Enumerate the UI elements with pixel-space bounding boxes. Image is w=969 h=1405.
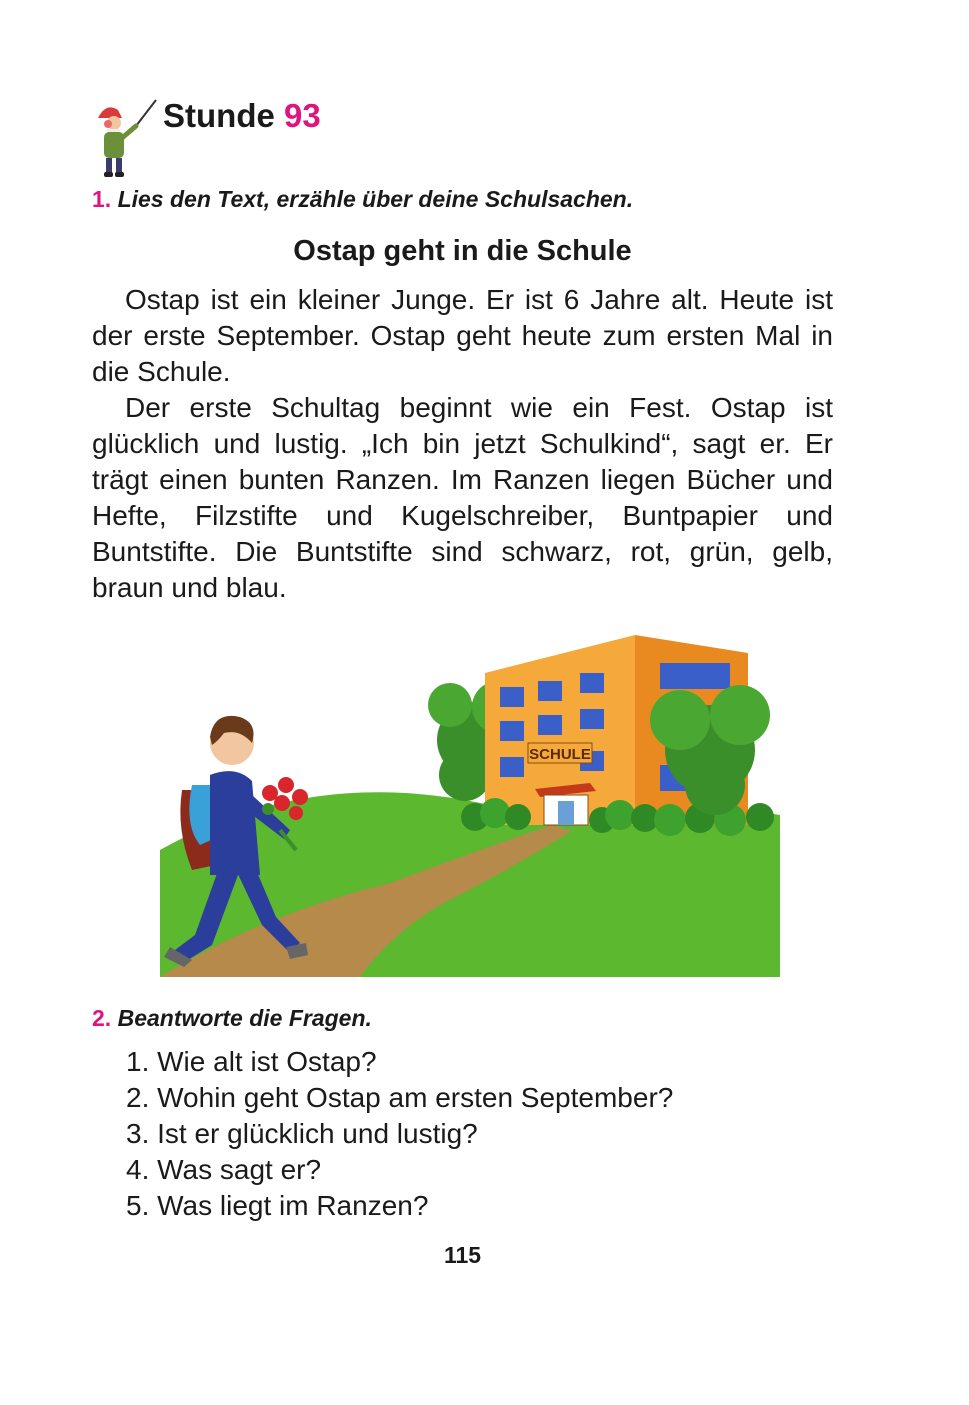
question-item: 3. Ist er glücklich und lustig? [126,1118,478,1149]
lesson-title [163,96,321,136]
lesson-number: 93 [284,97,321,134]
task-2 [92,1003,372,1033]
task-1-number: 1. [92,186,112,212]
page-number: 115 [443,1242,482,1268]
question-item: 2. Wohin geht Ostap am ersten September? [126,1082,674,1113]
question-item: 1. Wie alt ist Ostap? [126,1046,377,1077]
question-list [126,1044,673,1224]
task-2-number: 2. [92,1005,112,1031]
task-2-instruction: Beantworte die Fragen. [117,1005,372,1031]
question-item: 4. Was sagt er? [126,1154,322,1185]
lesson-label: Stunde [163,97,275,134]
school-illustration [140,625,780,985]
teacher-gnome-icon [92,96,158,178]
story-paragraph: Der erste Schultag beginnt wie ein Fest. Ostap ist glücklich und lustig. „Ich bin jetzt Schulkind“, sagt er. Er trägt einen bunten Ranzen. Im Ranzen liegen Bücher und Hefte, Filzstifte und Kugelschreiber, Buntpapier und Buntstifte. Die Buntstifte sind schwarz, rot, grün, gelb, braun und blau. [92,392,833,603]
story-title: Ostap geht in die Schule [293,235,632,267]
question-item: 5. Was liegt im Ranzen? [126,1190,429,1221]
school-sign: SCHULE [529,746,591,763]
story-text [92,282,833,606]
task-1 [92,184,633,214]
task-1-instruction: Lies den Text, erzähle über deine Schulsachen. [117,186,634,212]
story-paragraph: Ostap ist ein kleiner Junge. Er ist 6 Jahre alt. Heute ist der erste September. Ostap geht heute zum ersten Mal in die Schule. [92,284,833,387]
